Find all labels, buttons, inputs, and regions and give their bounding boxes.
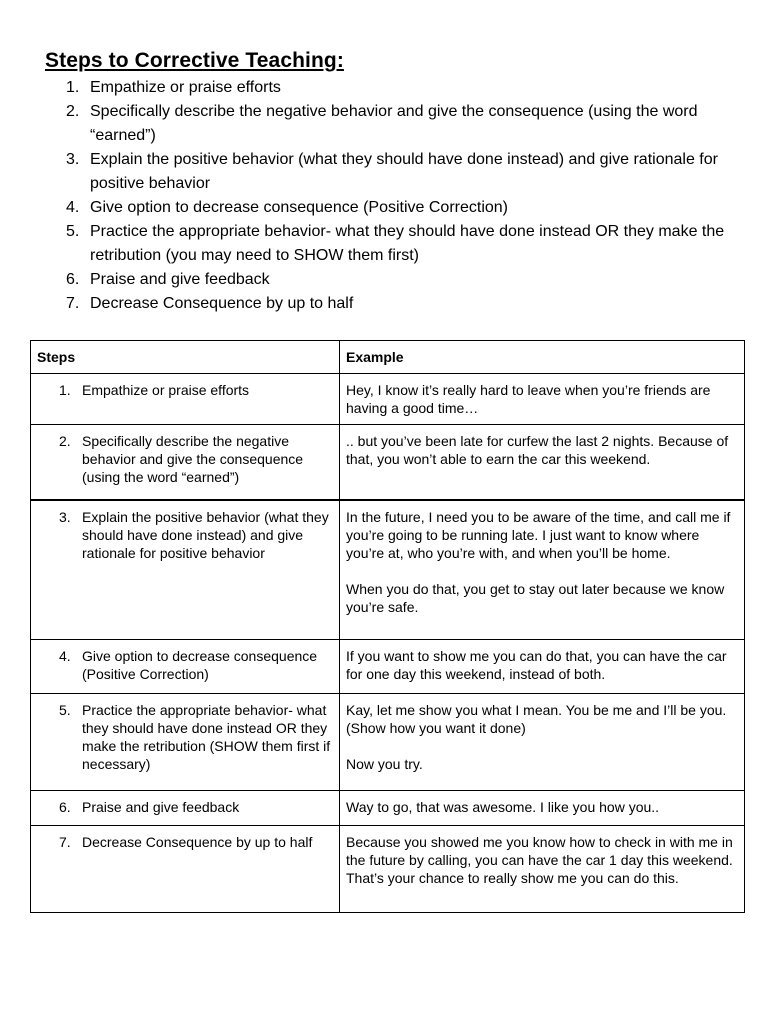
example-text: Because you showed me you know how to check in with me in the future by calling, you can have the car 1 day this weekend. That’s your chance to really show me you can do this. (346, 834, 733, 886)
example-cell (340, 500, 745, 640)
table-row (31, 374, 745, 425)
list-item (62, 76, 732, 100)
step-text: Explain the positive behavior (what they should have done instead) and give rationale for positive behavior (82, 508, 329, 561)
step-number: 1. (59, 382, 71, 398)
list-item-text: Empathize or praise efforts (90, 79, 281, 96)
list-item-text: Decrease Consequence by up to half (90, 295, 354, 312)
table-row (31, 694, 745, 791)
step-text: Practice the appropriate behavior- what they should have done instead OR they make the retribution (SHOW them first if necessary) (82, 702, 331, 772)
table-row (31, 640, 745, 694)
list-item (62, 148, 732, 196)
example-cell (340, 425, 745, 500)
step-cell (31, 500, 340, 640)
example-text: Way to go, that was awesome. I like you how you.. (346, 799, 660, 815)
step-number: 6. (59, 799, 71, 815)
step-number: 3. (59, 508, 71, 525)
step-text: Specifically describe the negative behavior and give the consequence (using the word “earned”) (82, 433, 304, 485)
steps-list (62, 76, 732, 316)
step-cell (31, 826, 340, 913)
table-header-row (31, 341, 745, 374)
table-row (31, 500, 745, 640)
list-item-number: 6. (66, 271, 80, 288)
table-row (31, 826, 745, 913)
list-item (62, 100, 732, 148)
table-row (31, 791, 745, 826)
list-item (62, 292, 732, 316)
list-item-number: 1. (66, 79, 80, 96)
step-cell (31, 640, 340, 694)
example-cell (340, 791, 745, 826)
list-item-text: Praise and give feedback (90, 271, 270, 288)
list-item (62, 220, 732, 268)
table-row (31, 425, 745, 500)
step-text: Give option to decrease consequence (Positive Correction) (82, 648, 318, 682)
example-cell (340, 374, 745, 425)
step-number: 7. (59, 834, 71, 850)
steps-example-table (30, 340, 745, 913)
example-text: If you want to show me you can do that, you can have the car for one day this weekend, instead of both. (346, 648, 727, 682)
list-item-number: 2. (66, 103, 80, 120)
example-text: Kay, let me show you what I mean. You be me and I’ll be you. (Show how you want it done) (346, 702, 727, 736)
example-text: In the future, I need you to be aware of the time, and call me if you’re going to be running late. I just want to know where you’re at, who you’re with, and when you’ll be home. (346, 508, 731, 561)
page-title: Steps to Corrective Teaching: (45, 49, 344, 72)
example-text: .. but you’ve been late for curfew the last 2 nights. Because of that, you won’t able to earn the car this weekend. (346, 433, 729, 467)
step-number: 5. (59, 702, 71, 718)
step-cell (31, 791, 340, 826)
example-cell (340, 826, 745, 913)
list-item-text: Specifically describe the negative behavior and give the consequence (using the word “earned”) (90, 103, 698, 144)
example-cell (340, 640, 745, 694)
step-text: Praise and give feedback (82, 799, 240, 815)
list-item-number: 7. (66, 295, 80, 312)
list-item (62, 268, 732, 292)
list-item-number: 4. (66, 199, 80, 216)
example-text-second-paragraph: Now you try. (346, 756, 423, 772)
step-cell (31, 425, 340, 500)
column-header-example: Example (340, 341, 745, 374)
list-item-number: 5. (66, 223, 80, 240)
step-number: 4. (59, 648, 71, 664)
list-item-text: Explain the positive behavior (what they should have done instead) and give rationale for positive behavior (90, 151, 718, 192)
step-text: Empathize or praise efforts (82, 382, 250, 398)
column-header-steps: Steps (31, 341, 340, 374)
example-cell (340, 694, 745, 791)
step-cell (31, 694, 340, 791)
list-item-text: Give option to decrease consequence (Positive Correction) (90, 199, 508, 216)
list-item-text: Practice the appropriate behavior- what they should have done instead OR they make the retribution (you may need to SHOW them first) (90, 223, 725, 264)
list-item (62, 196, 732, 220)
list-item-number: 3. (66, 151, 80, 168)
example-text: Hey, I know it’s really hard to leave when you’re friends are having a good time… (346, 382, 711, 416)
step-number: 2. (59, 433, 71, 449)
step-cell (31, 374, 340, 425)
example-text-second-paragraph: When you do that, you get to stay out later because we know you’re safe. (346, 580, 725, 615)
step-text: Decrease Consequence by up to half (82, 834, 313, 850)
